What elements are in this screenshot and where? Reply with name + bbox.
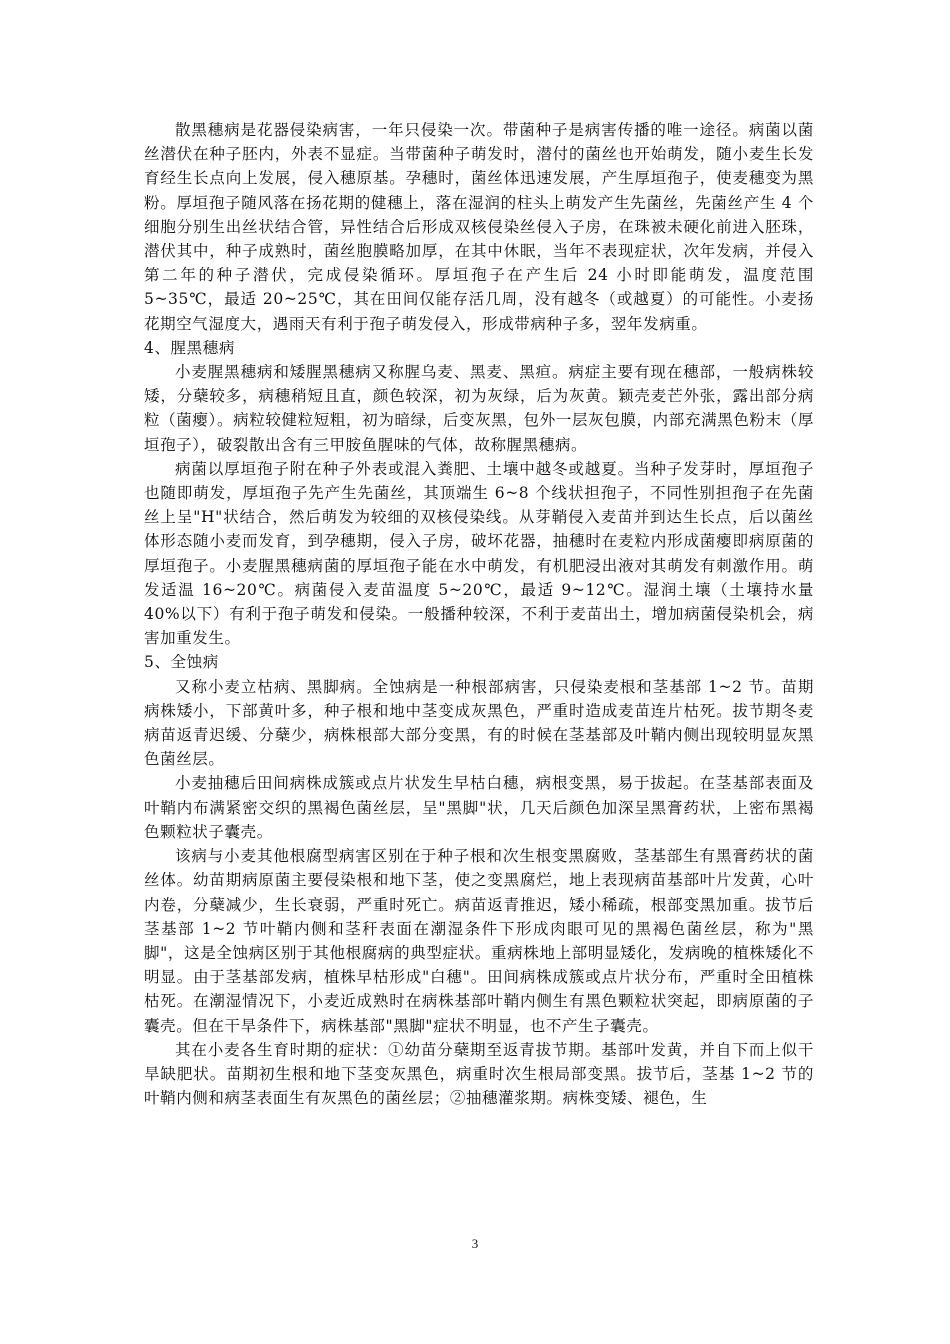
paragraph-loose-smut-cycle: 散黑穗病是花器侵染病害，一年只侵染一次。带菌种子是病害传播的唯一途径。病菌以菌丝潜伏在种子胚内，外表不显症。当带菌种子萌发时，潜付的菌丝也开始萌发，随小麦生长发育经生长点向上发展，侵入穗原基。孕穗时，菌丝体迅速发展，产生厚垣孢子，使麦穗变为黑粉。厚垣孢子随风落在扬花期的健穗上，落在湿润的柱头上萌发产生先菌丝，先菌丝产生 4 个细胞分别生出丝状结合管，异性结合后形成双核侵染丝侵入子房，在珠被未硬化前进入胚珠，潜伏其中，种子成熟时，菌丝胞膜略加厚，在其中休眠，当年不表现症状，次年发病，并侵入第二年的种子潜伏，完成侵染循环。厚垣孢子在产生后 24 小时即能萌发，温度范围 5~35℃，最适 20~25℃，其在田间仅能存活几周，没有越冬（或越夏）的可能性。小麦扬花期空气湿度大，遇雨天有利于孢子萌发侵入，形成带病种子多，翌年发病重。	[144, 121, 814, 333]
section-heading-stinking-smut: 4、腥黑穗病	[144, 338, 235, 357]
paragraph-take-all-distinction: 该病与小麦其他根腐型病害区别在于种子根和次生根变黑腐败，茎基部生有黑膏药状的菌丝体。幼苗期病原菌主要侵染根和地下茎，使之变黑腐烂，地上表现病苗基部叶片发黄，心叶内卷，分蘖减少，生长衰弱，严重时死亡。病苗返青推迟，矮小稀疏，根部变黑加重。拔节后茎基部 1~2 节叶鞘内侧和茎秆表面在潮湿条件下形成肉眼可见的黑褐色菌丝层，称为"黑脚"，这是全蚀病区别于其他根腐病的典型症状。重病株地上部明显矮化，发病晚的植株矮化不明显。由于茎基部发病，植株早枯形成"白穗"。田间病株成簇或点片状分布，严重时全田植株枯死。在潮湿情况下，小麦近成熟时在病株基部叶鞘内侧生有黑色颗粒状突起，即病原菌的子囊壳。但在干旱条件下，病株基部"黑脚"症状不明显，也不产生子囊壳。	[144, 847, 814, 1035]
document-body	[144, 118, 814, 1110]
paragraph-take-all-intro: 又称小麦立枯病、黑脚病。全蚀病是一种根部病害，只侵染麦根和茎基部 1~2 节。苗期病株矮小，下部黄叶多，种子根和地中茎变成灰黑色，严重时造成麦苗连片枯死。拔节期冬麦病苗返青迟缓、分蘖少，病株根部大部分变黑，有的时候在茎基部及叶鞘内侧出现较明显灰黑色菌丝层。	[144, 677, 814, 769]
paragraph-stinking-smut-symptoms: 小麦腥黑穗病和矮腥黑穗病又称腥乌麦、黑麦、黑疸。病症主要有现在穗部，一般病株较矮，分蘖较多，病穗稍短且直，颜色较深，初为灰绿，后为灰黄。颖壳麦芒外张，露出部分病粒（菌瘿）。病粒较健粒短粗，初为暗绿，后变灰黑，包外一层灰包膜，内部充满黑色粉末（厚垣孢子），破裂散出含有三甲胺鱼腥味的气体，故称腥黑穗病。	[144, 363, 814, 454]
paragraph-take-all-heading-stage: 小麦抽穗后田间病株成簇或点片状发生早枯白穗，病根变黑，易于拔起。在茎基部表面及叶鞘内布满紧密交织的黑褐色菌丝层，呈"黑脚"状，几天后颜色加深呈黑膏药状，上密布黑褐色颗粒状子囊壳。	[144, 774, 814, 841]
section-heading-take-all: 5、全蚀病	[144, 653, 219, 672]
page-number: 3	[471, 1236, 479, 1251]
paragraph-take-all-growth-stages: 其在小麦各生育时期的症状：①幼苗分蘖期至返青拔节期。基部叶发黄，并自下而上似干旱缺肥状。苗期初生根和地下茎变灰黑色，病重时次生根局部变黑。拔节后，茎基 1~2 节的叶鞘内侧和病茎表面生有灰黑色的菌丝层；②抽穗灌浆期。病株变矮、褪色，生	[144, 1040, 814, 1108]
paragraph-stinking-smut-cycle: 病菌以厚垣孢子附在种子外表或混入粪肥、土壤中越冬或越夏。当种子发芽时，厚垣孢子也随即萌发，厚垣孢子先产生先菌丝，其顶端生 6~8 个线状担孢子，不同性别担孢子在先菌丝上呈"H"状结合，然后萌发为较细的双核侵染线。从芽鞘侵入麦苗并到达生长点，后以菌丝体形态随小麦而发育，到孕穗期，侵入子房，破坏花器，抽穗时在麦粒内形成菌瘿即病原菌的厚垣孢子。小麦腥黑穗病菌的厚垣孢子能在水中萌发，有机肥浸出液对其萌发有刺激作用。萌发适温 16~20℃。病菌侵入麦苗温度 5~20℃，最适 9~12℃。湿润土壤（土壤持水量 40%以下）有利于孢子萌发和侵染。一般播种较深，不利于麦苗出土，增加病菌侵染机会，病害加重发生。	[144, 459, 814, 648]
